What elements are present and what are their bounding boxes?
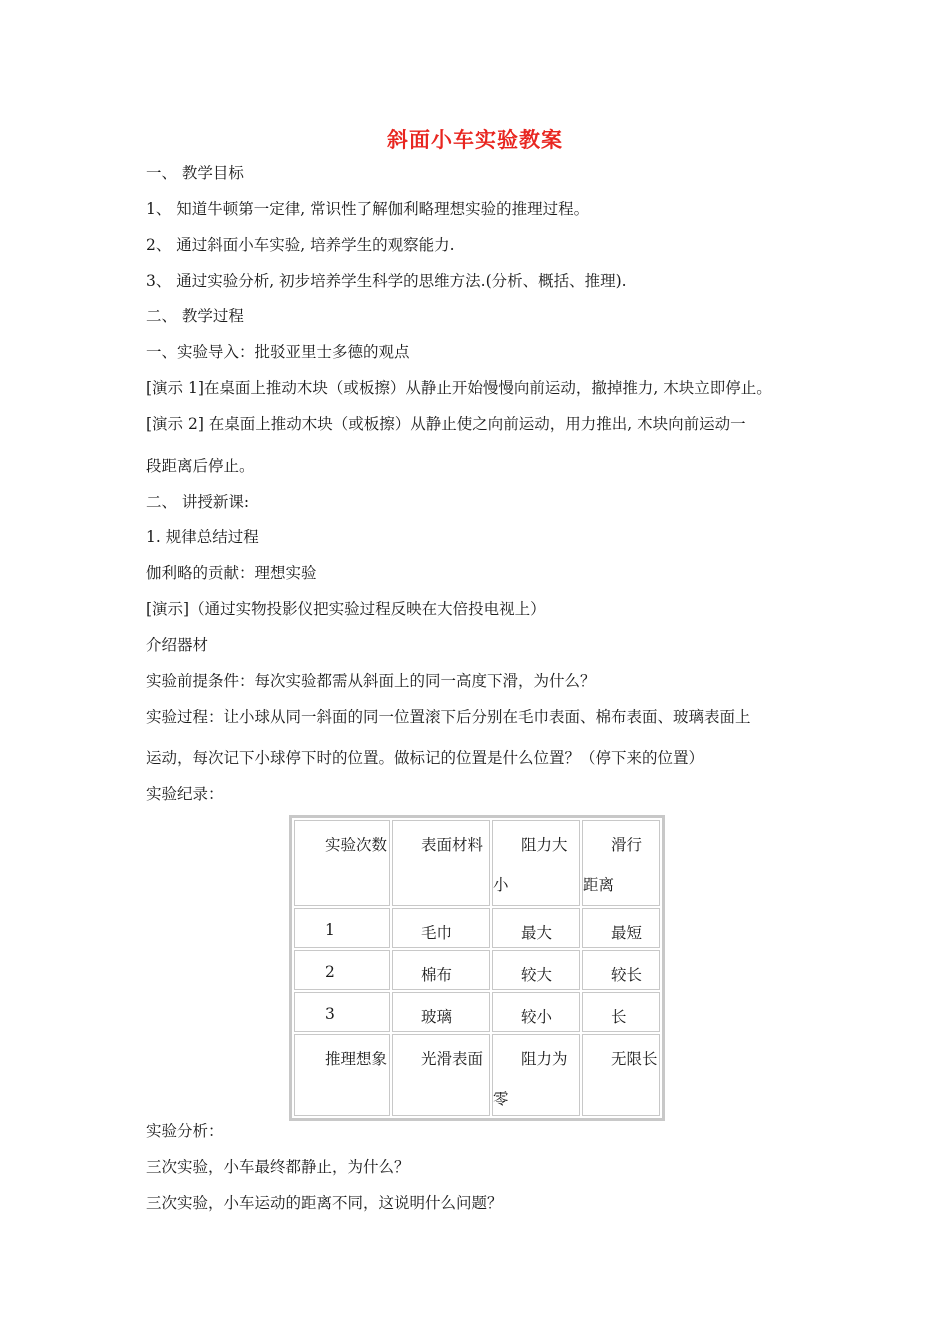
record-heading: 实验纪录： <box>146 785 224 803</box>
table-cell: 3 <box>294 992 390 1032</box>
table-header-cell: 阻力大 小 <box>492 820 580 906</box>
precondition: 实验前提条件：每次实验都需从斜面上的同一高度下滑，为什么？ <box>146 672 596 690</box>
analysis-heading: 实验分析： <box>146 1122 224 1140</box>
analysis-question-1: 三次实验，小车最终都静止，为什么？ <box>146 1158 410 1176</box>
table-cell: 1 <box>294 908 390 948</box>
table-cell: 较长 <box>582 950 660 990</box>
table-cell: 2 <box>294 950 390 990</box>
table-cell: 较大 <box>492 950 580 990</box>
table-header-cell: 实验次数 <box>294 820 390 906</box>
table-cell: 阻力为 零 <box>492 1034 580 1116</box>
table-cell: 最短 <box>582 908 660 948</box>
galileo-contribution: 伽利略的贡献：理想实验 <box>146 564 317 582</box>
document-title: 斜面小车实验教案 <box>387 128 563 152</box>
procedure-line-2: 运动，每次记下小球停下时的位置。做标记的位置是什么位置？（停下来的位置） <box>146 749 705 767</box>
table-header-row <box>294 820 660 906</box>
demo-2-line-2: 段距离后停止。 <box>146 457 255 475</box>
equipment-intro: 介绍器材 <box>146 636 209 654</box>
table-cell: 无限长 <box>582 1034 660 1116</box>
demo-1: [演示 1]在桌面上推动木块（或板擦）从静止开始慢慢向前运动，撤掉推力, 木块立即停止。 <box>146 379 772 397</box>
table-row <box>294 950 660 990</box>
section-intro: 一、实验导入：批驳亚里士多德的观点 <box>146 343 410 361</box>
analysis-question-2: 三次实验，小车运动的距离不同，这说明什么问题？ <box>146 1194 503 1212</box>
table-cell: 玻璃 <box>392 992 490 1032</box>
table-row <box>294 992 660 1032</box>
table-cell: 光滑表面 <box>392 1034 490 1116</box>
heading-teaching-process: 二、 教学过程 <box>146 307 244 325</box>
goal-item-2: 2、 通过斜面小车实验, 培养学生的观察能力. <box>146 236 455 254</box>
heading-teaching-goals: 一、 教学目标 <box>146 164 244 182</box>
table-cell: 毛巾 <box>392 908 490 948</box>
experiment-record-table <box>289 815 665 1121</box>
table-cell: 棉布 <box>392 950 490 990</box>
subheading-summary: 1. 规律总结过程 <box>146 528 259 546</box>
table-cell: 长 <box>582 992 660 1032</box>
goal-item-3: 3、 通过实验分析, 初步培养学生科学的思维方法.(分析、概括、推理). <box>146 272 627 290</box>
goal-item-1: 1、 知道牛顿第一定律, 常识性了解伽利略理想实验的推理过程。 <box>146 200 590 218</box>
table-cell: 最大 <box>492 908 580 948</box>
table-header-cell: 滑行 距离 <box>582 820 660 906</box>
table-row <box>294 1034 660 1116</box>
table-cell: 较小 <box>492 992 580 1032</box>
demo-projector: [演示]（通过实物投影仪把实验过程反映在大倍投电视上） <box>146 600 546 618</box>
demo-2-line-1: [演示 2] 在桌面上推动木块（或板擦）从静止使之向前运动，用力推出, 木块向前运动一 <box>146 415 746 433</box>
table-header-cell: 表面材料 <box>392 820 490 906</box>
procedure-line-1: 实验过程：让小球从同一斜面的同一位置滚下后分别在毛巾表面、棉布表面、玻璃表面上 <box>146 708 751 726</box>
heading-new-lesson: 二、 讲授新课: <box>146 493 250 511</box>
table-row <box>294 908 660 948</box>
table-cell: 推理想象 <box>294 1034 390 1116</box>
